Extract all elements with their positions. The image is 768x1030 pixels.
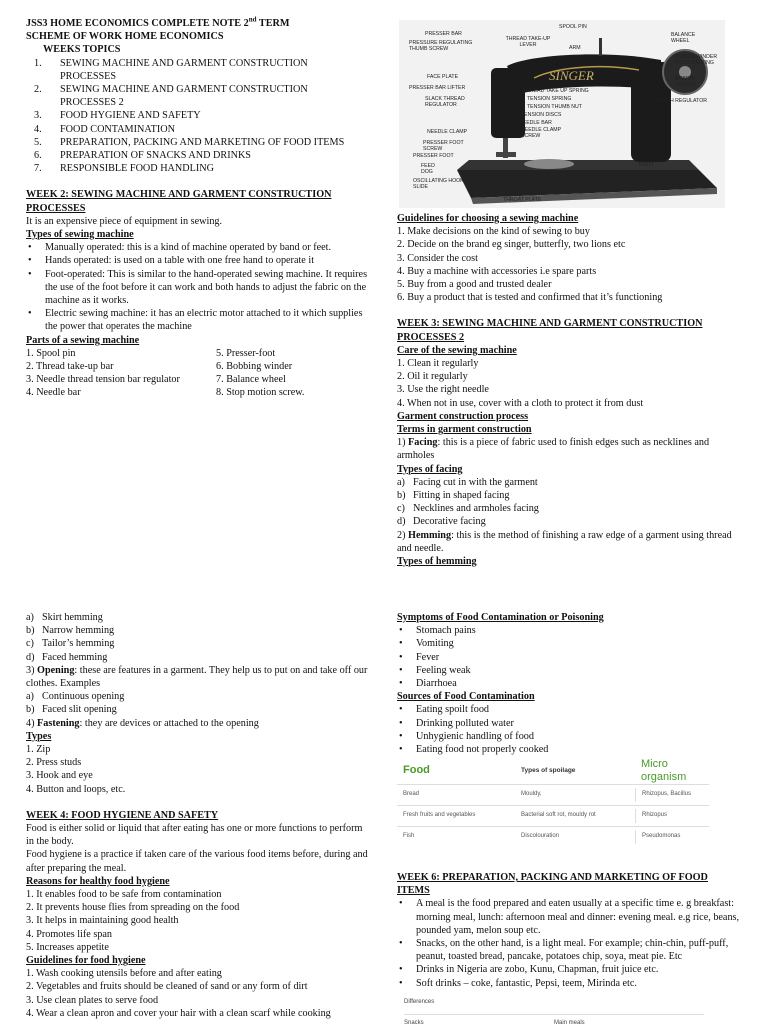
- week2-intro: It is an expensive piece of equipment in sewing.: [26, 215, 223, 227]
- diagram-label: ARM: [569, 45, 581, 51]
- list-item: b) Narrow hemming: [26, 625, 115, 637]
- list-item: b) Fitting in shaped facing: [397, 490, 510, 502]
- right-column-top: [397, 212, 742, 568]
- topic-item-cont: PROCESSES 2: [60, 97, 124, 109]
- topic-item: 4. FOOD CONTAMINATION: [34, 123, 175, 135]
- topic-item: 7. RESPONSIBLE FOOD HANDLING: [34, 163, 214, 175]
- list-item: 2. Thread take-up bar: [26, 361, 114, 373]
- weeks-topics-heading: WEEKS TOPICS: [43, 44, 121, 56]
- list-item: • Unhygienic handling of food: [399, 730, 534, 742]
- list-item: a) Skirt hemming: [26, 612, 103, 623]
- topic-item: 6. PREPARATION OF SNACKS AND DRINKS: [34, 150, 251, 162]
- list-item: 6. Bobbing winder: [216, 361, 293, 373]
- right-column-bottom: [397, 611, 742, 756]
- list-item: • Soft drinks – coke, fantastic, Pepsi, teem, Mirinda etc.: [399, 977, 637, 989]
- diagram-label: SPOOL PIN: [559, 24, 587, 30]
- paragraph: Food hygiene is a practice if taken care of the various food items before, during and after preparing the meal.: [26, 849, 368, 874]
- parts-list: [26, 347, 371, 400]
- differences-table: [404, 1014, 704, 1030]
- diagram-label: STITCH REGULATOR: [655, 98, 707, 104]
- left-column-top: [26, 17, 371, 400]
- diagram-label: BOBBIN WINDER: [675, 76, 697, 88]
- list-item: 5. Buy from a good and trusted dealer: [397, 279, 552, 291]
- list-item: 4. Wear a clean apron and cover your hair with a clean scarf while cooking: [26, 1007, 331, 1019]
- week3-heading-cont: PROCESSES 2: [397, 331, 465, 343]
- parts-heading: Parts of a sewing machine: [26, 334, 140, 346]
- spoilage-table: [397, 758, 709, 847]
- list-item: • Diarrhoea: [399, 678, 457, 690]
- diagram-label: PRESSER BAR LIFTER: [409, 85, 466, 91]
- diagram-label: THROAT PLATE: [503, 197, 542, 203]
- table-row: [397, 827, 709, 847]
- list-item: 3. Use clean plates to serve food: [26, 994, 159, 1006]
- diagram-label: TENSION THUMB NUT: [527, 104, 582, 110]
- diagram-label: NEEDLE BAR: [519, 120, 552, 126]
- list-item: 1. Clean it regularly: [397, 358, 479, 370]
- topic-item-cont: PROCESSES: [60, 70, 117, 82]
- list-item: 4. Buy a machine with accessories i.e spare parts: [397, 265, 597, 277]
- singer-brand-text: SINGER: [549, 68, 594, 83]
- list-item: • Foot-operated: This is similar to the hand-operated sewing machine. It requires the use of the foot before it can work and both hands to adjust the fabric on the machine as it works.: [28, 268, 368, 307]
- week6-heading: WEEK 6: PREPARATION, PACKING AND MARKETING OF FOOD: [397, 872, 708, 883]
- list-item: • A meal is the food prepared and eaten usually at a specific time e. g breakfast: morning meal, lunch: afternoon meal and dinner: evening meal. e.g rice, beans, pounded yam, melon soup etc.: [399, 898, 740, 936]
- diagram-label: THREAD TAKE UP SPRING: [523, 88, 589, 94]
- table-row: [397, 806, 709, 827]
- diagram-label: PRESSURE REGULATING THUMB SCREW: [409, 40, 473, 52]
- list-item: 7. Balance wheel: [216, 374, 286, 386]
- week4-heading: WEEK 4: FOOD HYGIENE AND SAFETY: [26, 809, 219, 821]
- diagram-label: BOBBIN WINDER FRICTION RING: [675, 54, 718, 66]
- topic-item: 5. PREPARATION, PACKING AND MARKETING OF FOOD ITEMS: [34, 136, 345, 148]
- care-heading: Care of the sewing machine: [397, 344, 517, 356]
- list-item: 5. Increases appetite: [26, 941, 109, 953]
- opening-definition: 3) Opening: these are features in a garment. They help us to put on and take off our clothes. Examples: [26, 664, 368, 690]
- diagram-label: TENSION SPRING: [527, 96, 572, 102]
- list-item: 1. It enables food to be safe from contamination: [26, 889, 222, 901]
- list-item: 2. Vegetables and fruits should be cleaned of sand or any form of dirt: [26, 981, 308, 993]
- paragraph: Food is either solid or liquid that after eating has one or more functions to perform in the body.: [26, 823, 363, 848]
- table-cell: Discolouration: [521, 833, 560, 840]
- week6-heading-cont: ITEMS: [397, 885, 430, 897]
- diagram-label: BED PLATE: [601, 179, 630, 185]
- document-title: JSS3 HOME ECONOMICS COMPLETE NOTE 2nd TERM: [26, 15, 290, 29]
- table-cell: Bacterial soft rot, mouldy rot: [521, 812, 596, 819]
- table-header-cell: Food: [403, 764, 430, 777]
- list-item: • Snacks, on the other hand, is a light meal. For example; chin-chin, puff-puff, peanut, toasted bread, pancake, potatoes chip, soya, meat pie. Etc: [399, 938, 729, 963]
- list-item: 4. Promotes life span: [26, 928, 113, 940]
- list-item: 1. Make decisions on the kind of sewing to buy: [397, 226, 590, 238]
- hemming-definition: 2) Hemming: this is the method of finishing a raw edge of a garment using thread and needle.: [397, 529, 732, 554]
- topic-item: 1. SEWING MACHINE AND GARMENT CONSTRUCTION: [34, 57, 308, 69]
- table-header-row: [397, 758, 709, 785]
- list-item: 4. When not in use, cover with a cloth to protect it from dust: [397, 397, 644, 409]
- list-item: d) Decorative facing: [397, 516, 486, 528]
- list-item: a) Facing cut in with the garment: [397, 476, 538, 488]
- table-cell: Pseudomonas: [635, 830, 709, 843]
- list-item: • Drinks in Nigeria are zobo, Kunu, Chapman, fruit juice etc.: [399, 964, 659, 976]
- list-item: c) Tailor’s hemming: [26, 638, 115, 650]
- list-item: 3. Hook and eye: [26, 770, 93, 782]
- list-item: 4. Needle bar: [26, 387, 81, 399]
- facing-definition: 1) Facing: this is a piece of fabric used to finish edges such as necklines and armholes: [397, 437, 710, 462]
- list-item: 1. Spool pin: [26, 347, 76, 359]
- diagram-label: NEEDLE CLAMP: [427, 129, 468, 135]
- terms-heading: Terms in garment construction: [397, 424, 532, 436]
- diagram-label: PRESSER FOOT SCREW: [423, 140, 464, 152]
- list-item: • Vomiting: [399, 638, 454, 650]
- guidelines-hygiene-heading: Guidelines for food hygiene: [26, 955, 146, 967]
- week3-heading: WEEK 3: SEWING MACHINE AND GARMENT CONSTRUCTION: [397, 318, 703, 330]
- garment-process-heading: Garment construction process: [397, 410, 529, 422]
- table-header-cell: Micro organism: [641, 757, 687, 783]
- types-sewing-heading: Types of sewing machine: [26, 229, 134, 241]
- sewing-machine-diagram: [399, 20, 725, 208]
- diagram-label: K2671: [639, 162, 655, 168]
- diagram-label: PRESSER BAR: [425, 31, 462, 37]
- topic-item: 2. SEWING MACHINE AND GARMENT CONSTRUCTION: [34, 84, 308, 96]
- diagram-label: THREAD TAKE-UP LEVER: [505, 36, 551, 48]
- types-facing-heading: Types of facing: [397, 463, 463, 475]
- diagram-labels: [399, 20, 725, 208]
- diagram-label: NEEDLE CLAMP SCREW: [521, 127, 561, 139]
- diagram-label: FEED DOG: [421, 163, 435, 175]
- list-item: • Feeling weak: [399, 664, 471, 676]
- list-item: 5. Presser-foot: [216, 347, 276, 359]
- fastening-definition: 4) Fastening: they are devices or attached to the opening: [26, 717, 259, 729]
- list-item: 3. It helps in maintaining good health: [26, 915, 179, 927]
- types-heading: Types: [26, 730, 52, 742]
- list-item: • Drinking polluted water: [399, 717, 514, 729]
- list-item: 3. Needle thread tension bar regulator: [26, 374, 180, 386]
- list-item: • Eating food not properly cooked: [399, 744, 549, 756]
- list-item: • Eating spoilt food: [399, 704, 490, 716]
- list-item: d) Faced hemming: [26, 651, 108, 663]
- week2-heading-cont: PROCESSES: [26, 202, 86, 214]
- table-header-cell: Main meals: [554, 1020, 585, 1026]
- table-cell: Rhizopus: [635, 809, 709, 822]
- diagram-label: TENSION DISCS: [521, 112, 562, 118]
- table-row: [397, 785, 709, 806]
- scheme-title: SCHEME OF WORK HOME ECONOMICS: [26, 31, 224, 43]
- left-column-bottom: [26, 611, 371, 1020]
- types-hemming-heading: Types of hemming: [397, 556, 477, 568]
- list-item: • Hands operated: is used on a table with one free hand to operate it: [28, 255, 315, 267]
- list-item: 3. Consider the cost: [397, 252, 478, 264]
- list-item: 2. Decide on the brand eg singer, butterfly, two lions etc: [397, 239, 626, 251]
- week6-section: [397, 871, 759, 990]
- table-cell: Fresh fruits and vegetables: [403, 812, 476, 819]
- table-header-cell: Snacks: [404, 1020, 424, 1026]
- reasons-heading: Reasons for healthy food hygiene: [26, 875, 170, 887]
- differences-label: Differences: [404, 999, 435, 1005]
- diagram-label: SLACK THREAD REGULATOR: [425, 96, 465, 108]
- symptoms-heading: Symptoms of Food Contamination or Poisoning: [397, 612, 604, 623]
- diagram-label: PRESSER FOOT: [413, 153, 454, 159]
- week2-heading: WEEK 2: SEWING MACHINE AND GARMENT CONSTRUCTION: [26, 189, 332, 201]
- topic-item: 3. FOOD HYGIENE AND SAFETY: [34, 110, 201, 122]
- sources-heading: Sources of Food Contamination: [397, 691, 535, 703]
- diagram-label: BALANCE WHEEL: [671, 32, 696, 44]
- list-item: • Electric sewing machine: it has an electric motor attached to it which supplies the power that operates the machine: [28, 308, 363, 333]
- table-cell: Bread: [403, 791, 420, 798]
- list-item: 1. Wash cooking utensils before and after eating: [26, 968, 222, 980]
- list-item: • Stomach pains: [399, 625, 476, 637]
- list-item: c) Necklines and armholes facing: [397, 503, 539, 515]
- list-item: 2. Press studs: [26, 757, 82, 769]
- table-cell: Mouldy,: [521, 791, 542, 798]
- guidelines-heading: Guidelines for choosing a sewing machine: [397, 213, 579, 224]
- diagram-label: OSCILLATING HOOK SLIDE: [413, 178, 464, 190]
- list-item: • Manually operated: this is a kind of machine operated by band or feet.: [28, 242, 332, 254]
- table-header-cell: Types of spoilage: [521, 767, 576, 775]
- list-item: • Fever: [399, 651, 440, 663]
- table-cell: Rhizopus, Bacillus: [635, 788, 709, 801]
- table-cell: Fish: [403, 833, 415, 840]
- list-item: b) Faced slit opening: [26, 704, 117, 716]
- list-item: 2. Oil it regularly: [397, 371, 468, 383]
- list-item: 1. Zip: [26, 744, 51, 756]
- list-item: 6. Buy a product that is tested and confirmed that it’s functioning: [397, 292, 663, 304]
- list-item: 8. Stop motion screw.: [216, 387, 305, 399]
- list-item: 2. It prevents house flies from spreading on the food: [26, 902, 240, 914]
- diagram-label: FACE PLATE: [427, 74, 459, 80]
- list-item: a) Continuous opening: [26, 691, 125, 703]
- topics-list: [26, 57, 371, 176]
- list-item: 3. Use the right needle: [397, 384, 489, 396]
- list-item: 4. Button and loops, etc.: [26, 783, 126, 795]
